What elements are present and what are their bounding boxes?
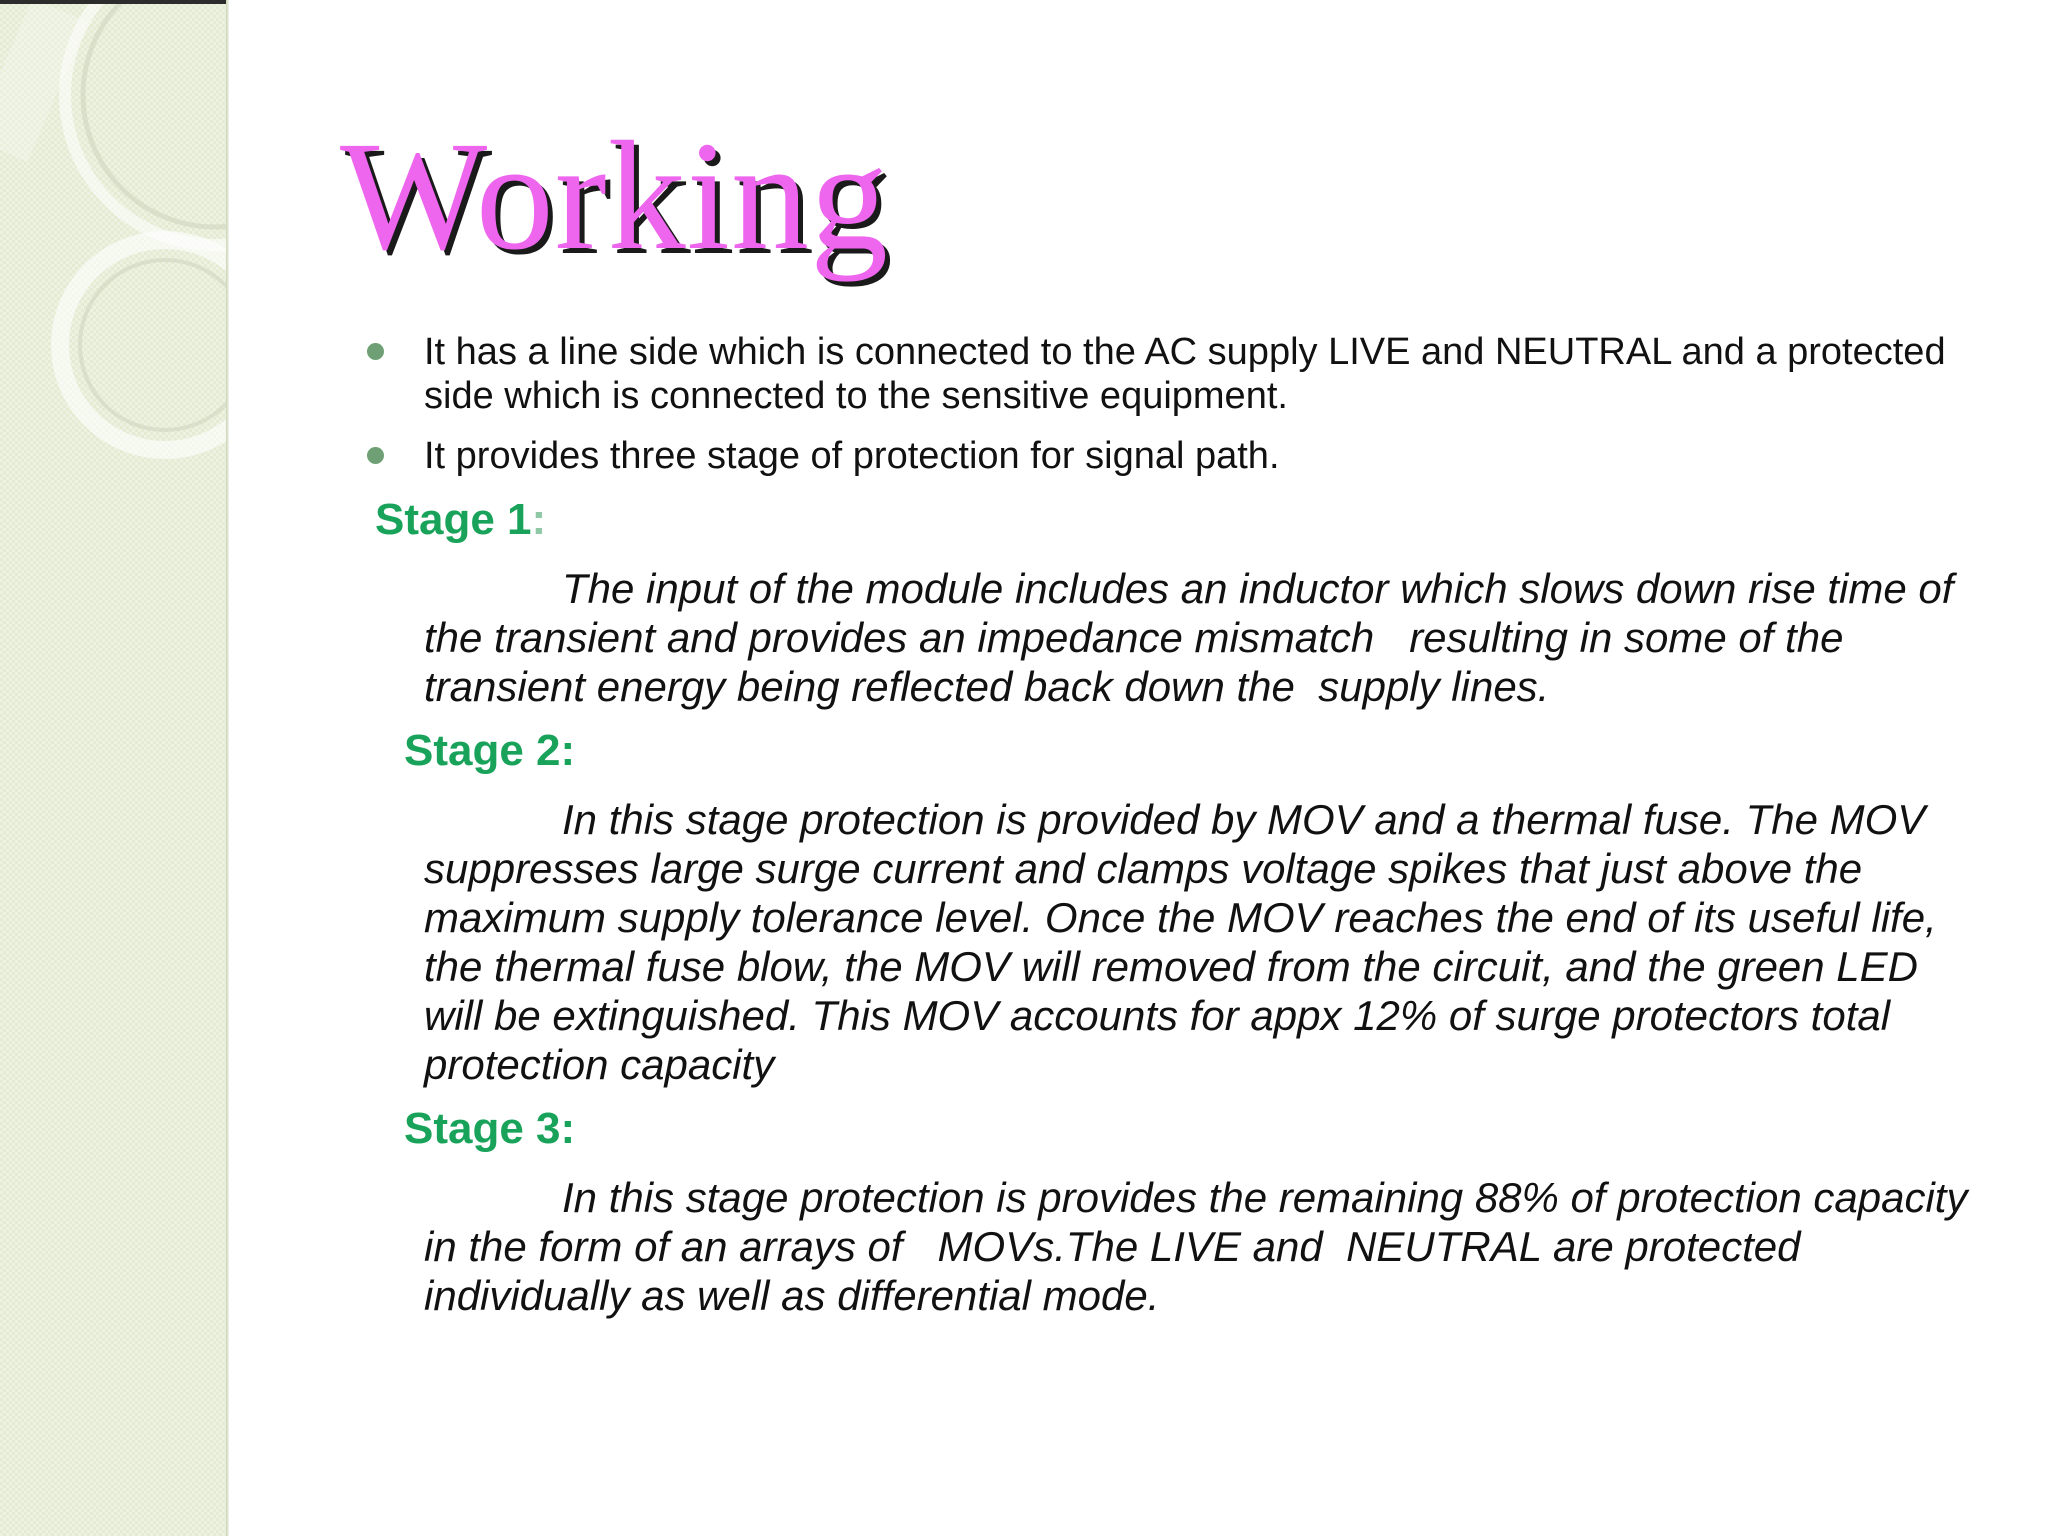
stage-1-label: Stage 1 — [375, 495, 532, 544]
slide-title: Working — [340, 109, 890, 282]
bullet-item — [350, 330, 1970, 418]
bullet-list — [350, 330, 1970, 478]
bullet-text: It has a line side which is connected to the AC supply LIVE and NEUTRAL and a protected side which is connected to the sensitive equipment. — [424, 331, 1946, 417]
decorative-side-panel — [0, 0, 226, 1536]
bullet-item — [350, 434, 1970, 478]
decorative-rings — [0, 0, 226, 1536]
bullet-dot-icon — [367, 447, 384, 464]
stage-3-text: In this stage protection is provides the remaining 88% of protection capacity in the form of an arrays of MOVs.The LIVE and NEUTRAL are protected individually as well as differential mode. — [424, 1174, 1980, 1319]
side-panel-edge — [226, 0, 229, 1536]
stage-1-colon: : — [531, 495, 547, 544]
stage-2-text: In this stage protection is provided by MOV and a thermal fuse. The MOV suppresses large surge current and clamps voltage spikes that just above the maximum supply tolerance level. Once the MOV reaches the end of its useful life, the thermal fuse blow, the MOV will removed from the circuit, and the green LED will be extinguished. This MOV accounts for appx 12% of surge protectors total protection capacity — [424, 796, 1949, 1088]
bullet-dot-icon — [367, 343, 384, 360]
stage-2-heading: Stage 2: — [404, 726, 576, 775]
top-corner-strip — [0, 0, 226, 4]
stage-1-text: The input of the module includes an inductor which slows down rise time of the transient and provides an impedance mismatch resulting in some of the transient energy being reflected back down the supply lines. — [424, 565, 1966, 710]
stage-1-heading — [375, 494, 1970, 546]
bullet-text: It provides three stage of protection for signal path. — [424, 435, 1280, 477]
stage-3-heading: Stage 3: — [404, 1104, 576, 1153]
slide-content — [350, 330, 1980, 1320]
